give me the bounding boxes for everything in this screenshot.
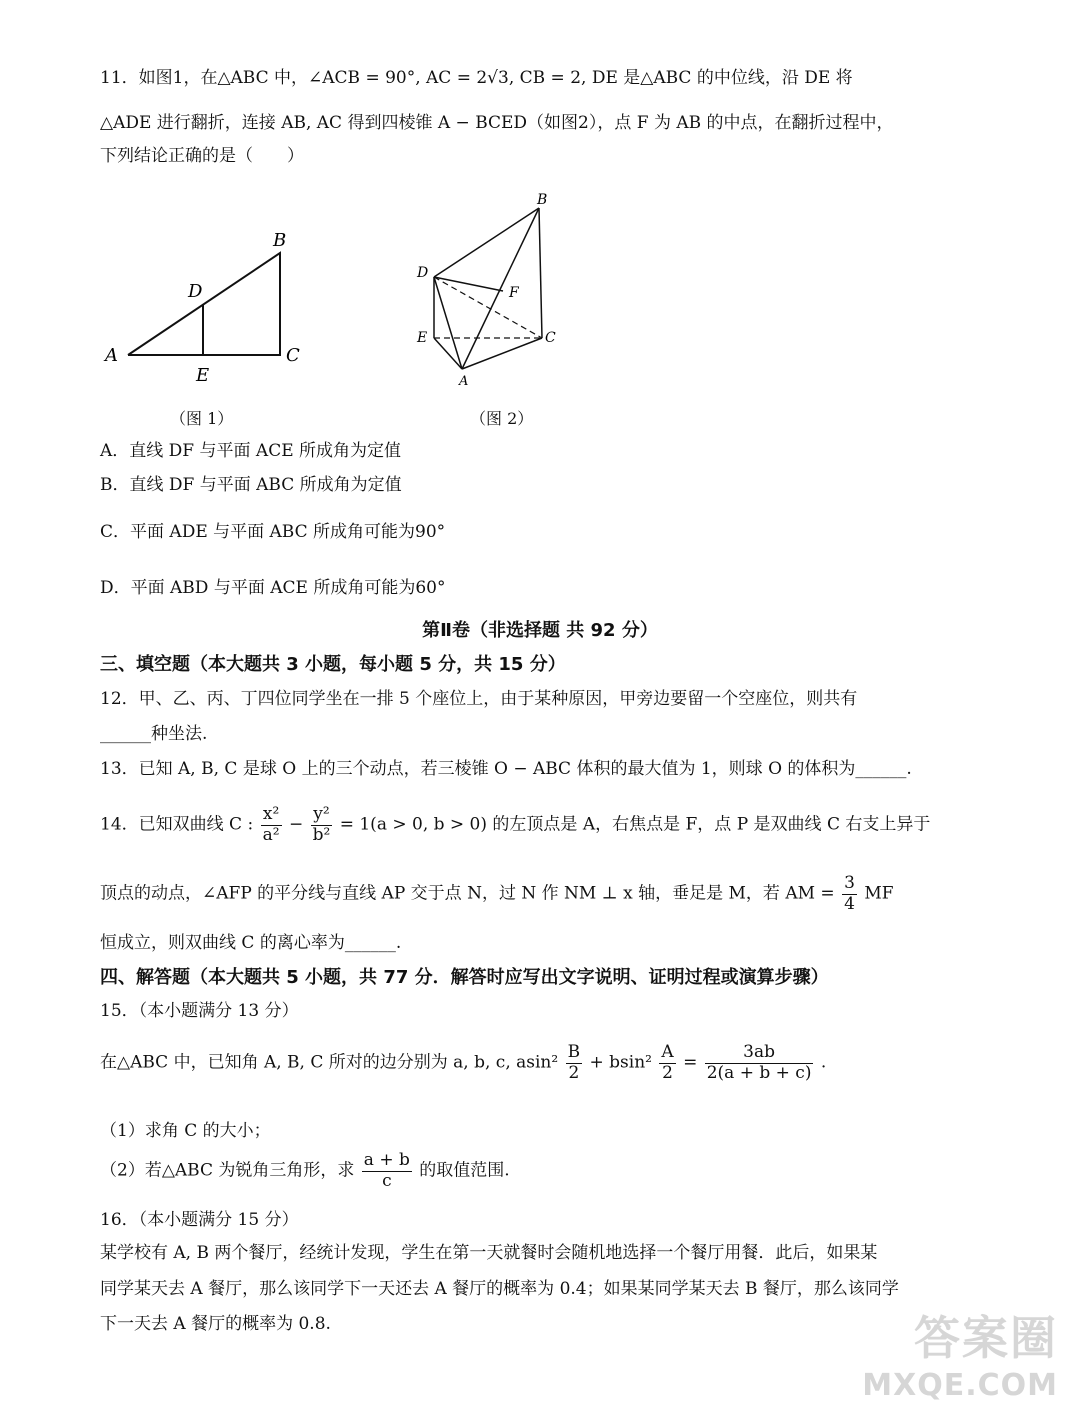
fig2-label-e: E — [417, 330, 428, 346]
q11-line2: △ADE 进行翻折，连接 AB, AC 得到四棱锥 A − BCED（如图2），点 F 为 AB 的中点，在翻折过程中， — [100, 113, 894, 133]
q15-frac-b2 — [566, 1043, 583, 1083]
q15-sub2-pre: （2）若△ABC 为锐角三角形，求 — [100, 1160, 355, 1181]
fig2-label-d: D — [417, 265, 429, 281]
watermark-logo: 答案圈 — [914, 1311, 1058, 1365]
q14-x2: x² — [261, 805, 282, 826]
q14-a2: a² — [262, 824, 280, 845]
q16-head: 16．（本小题满分 15 分） — [100, 1210, 299, 1230]
q14-y2: y² — [311, 805, 333, 826]
q15-eq: = — [683, 1052, 698, 1073]
fig2-label-f: F — [509, 285, 519, 301]
q14-line3: 恒成立，则双曲线 C 的离心率为______. — [100, 933, 402, 953]
fig2-label-c: C — [545, 330, 556, 346]
fig1-label-d: D — [188, 281, 203, 302]
q11-option-a: A．直线 DF 与平面 ACE 所成角为定值 — [100, 441, 402, 461]
q11-option-d: D．平面 ABD 与平面 ACE 所成角可能为60° — [100, 578, 446, 598]
fig1-label-b: B — [273, 230, 287, 251]
fig1-label-e: E — [196, 365, 210, 386]
q15-frac-rhs — [705, 1043, 814, 1083]
fig2-caption: （图 2） — [470, 409, 534, 428]
q15-f3-num: 3ab — [705, 1043, 814, 1064]
fig2-label-a: A — [459, 374, 469, 389]
q11-option-b: B．直线 DF 与平面 ABC 所成角为定值 — [100, 475, 402, 495]
q15-sub2 — [100, 1151, 510, 1191]
q14-frac-x — [261, 805, 282, 845]
q15-frac-a2 — [659, 1043, 675, 1083]
fig1-label-a: A — [105, 345, 118, 366]
q14-f-den: 4 — [844, 893, 855, 914]
q14-line2-pre: 顶点的动点，∠AFP 的平分线与直线 AP 交于点 N，过 N 作 NM ⊥ x 轴，垂足是 M，若 AM = — [100, 883, 835, 904]
q16-line1: 某学校有 A, B 两个餐厅，经统计发现，学生在第一天就餐时会随机地选择一个餐厅用餐．此后，如果某 — [100, 1243, 878, 1263]
q15-sub1: （1）求角 C 的大小； — [100, 1121, 271, 1141]
q15-end: . — [820, 1052, 827, 1073]
q12-line1: 12．甲、乙、丙、丁四位同学坐在一排 5 个座位上，由于某种原因，甲旁边要留一个空座位，则共有 — [100, 689, 858, 709]
q14-post: = 1(a > 0, b > 0) 的左顶点是 A，右焦点是 F，点 P 是双曲线 C 右支上异于 — [339, 814, 931, 835]
q11-line1: 11．如图1，在△ABC 中，∠ACB = 90°, AC = 2√3, CB = 2, DE 是△ABC 的中位线，沿 DE 将 — [100, 68, 853, 88]
q14-pre: 14．已知双曲线 C : — [100, 814, 254, 835]
q11-option-c: C．平面 ADE 与平面 ABC 所成角可能为90° — [100, 522, 446, 542]
q14-frac-34 — [842, 874, 857, 914]
q15-f3-den: 2(a + b + c) — [706, 1062, 812, 1083]
watermark — [862, 1302, 1058, 1403]
q16-line2: 同学某天去 A 餐厅，那么该同学下一天还去 A 餐厅的概率为 0.4；如果某同学某天去 B 餐厅，那么该同学 — [100, 1279, 899, 1299]
q15-f1-num: B — [567, 1042, 581, 1062]
section3-title: 三、填空题（本大题共 3 小题，每小题 5 分，共 15 分） — [100, 654, 566, 675]
q15-f1-den: 2 — [568, 1062, 580, 1083]
q16-line3: 下一天去 A 餐厅的概率为 0.8. — [100, 1314, 331, 1334]
fig2-label-b: B — [537, 192, 548, 208]
q15-f2-num: A — [661, 1042, 674, 1062]
q15-f2-den: 2 — [662, 1062, 673, 1083]
part2-title: 第Ⅱ卷（非选择题 共 92 分） — [422, 620, 658, 641]
q15-head: 15．（本小题满分 13 分） — [100, 1001, 299, 1021]
q15-pre: 在△ABC 中，已知角 A, B, C 所对的边分别为 a, b, c, asin² — [100, 1052, 559, 1073]
q11-line3: 下列结论正确的是（ ） — [100, 146, 304, 166]
q14-line2-post: MF — [864, 883, 894, 904]
q14-frac-y — [311, 805, 333, 845]
q15-sub2-post: 的取值范围. — [419, 1160, 510, 1181]
q14-b2: b² — [312, 824, 331, 845]
q15-line1 — [100, 1043, 826, 1083]
q14-line2 — [100, 874, 894, 914]
fig1-caption: （图 1） — [170, 409, 234, 428]
section4-title: 四、解答题（本大题共 5 小题，共 77 分．解答时应写出文字说明、证明过程或演算步骤） — [100, 967, 829, 988]
q15-sub2-den: c — [382, 1170, 392, 1191]
q14-line1 — [100, 805, 930, 845]
q13-line1: 13．已知 A, B, C 是球 O 上的三个动点，若三棱锥 O − ABC 体积的最大值为 1，则球 O 的体积为______. — [100, 759, 912, 779]
q12-line2: ______种坐法. — [100, 724, 208, 744]
q15-mid: + bsin² — [589, 1052, 652, 1073]
q15-sub2-frac — [362, 1151, 412, 1191]
q14-f-num: 3 — [844, 873, 855, 893]
q14-minus: − — [288, 814, 304, 835]
figure-2 — [405, 188, 575, 393]
fig1-label-c: C — [286, 345, 300, 366]
watermark-url: MXQE.COM — [862, 1368, 1058, 1403]
q15-sub2-num: a + b — [363, 1150, 410, 1170]
figure-1 — [95, 220, 325, 390]
